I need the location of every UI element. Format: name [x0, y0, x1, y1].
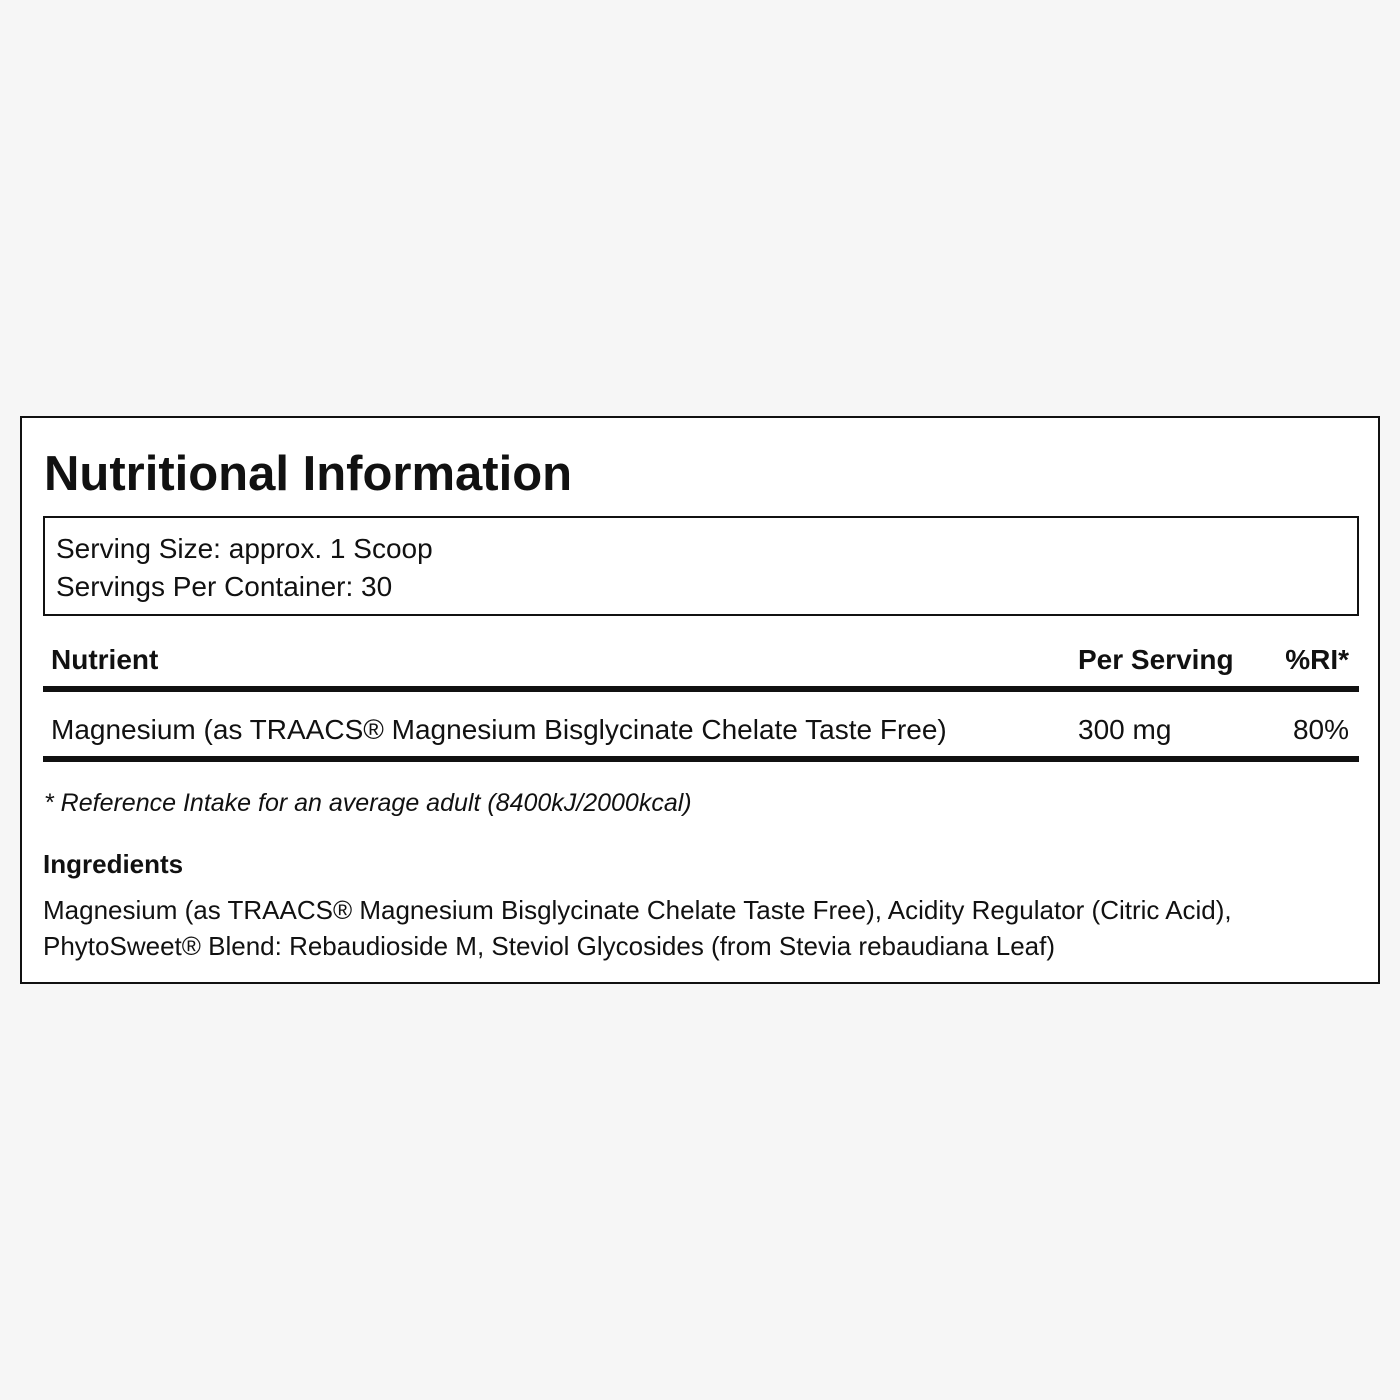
table-bottom-divider	[43, 756, 1359, 762]
ingredients-heading: Ingredients	[43, 849, 184, 879]
page-title: Nutritional Information	[44, 447, 573, 501]
column-header-per-serving: Per Serving	[1078, 644, 1234, 675]
column-header-nutrient: Nutrient	[51, 644, 159, 675]
reference-intake-footnote: * Reference Intake for an average adult (8400kJ/2000kcal)	[44, 789, 692, 817]
serving-size: Serving Size: approx. 1 Scoop	[56, 533, 433, 564]
table-row-ri: 80%	[1292, 714, 1349, 745]
table-header-divider	[43, 686, 1359, 692]
ingredients-text	[43, 892, 1343, 964]
ingredients-line: PhytoSweet® Blend: Rebaudioside M, Steviol Glycosides (from Stevia rebaudiana Leaf)	[43, 931, 1056, 961]
table-row-per-serving: 300 mg	[1078, 714, 1172, 745]
column-header-ri: %RI*	[1285, 644, 1349, 675]
servings-per-container: Servings Per Container: 30	[56, 571, 393, 602]
nutrition-panel	[20, 416, 1380, 984]
serving-info-box	[43, 516, 1359, 616]
table-row-nutrient: Magnesium (as TRAACS® Magnesium Bisglycinate Chelate Taste Free)	[51, 714, 947, 745]
ingredients-line: Magnesium (as TRAACS® Magnesium Bisglycinate Chelate Taste Free), Acidity Regulator (Citric Acid),	[43, 895, 1232, 925]
